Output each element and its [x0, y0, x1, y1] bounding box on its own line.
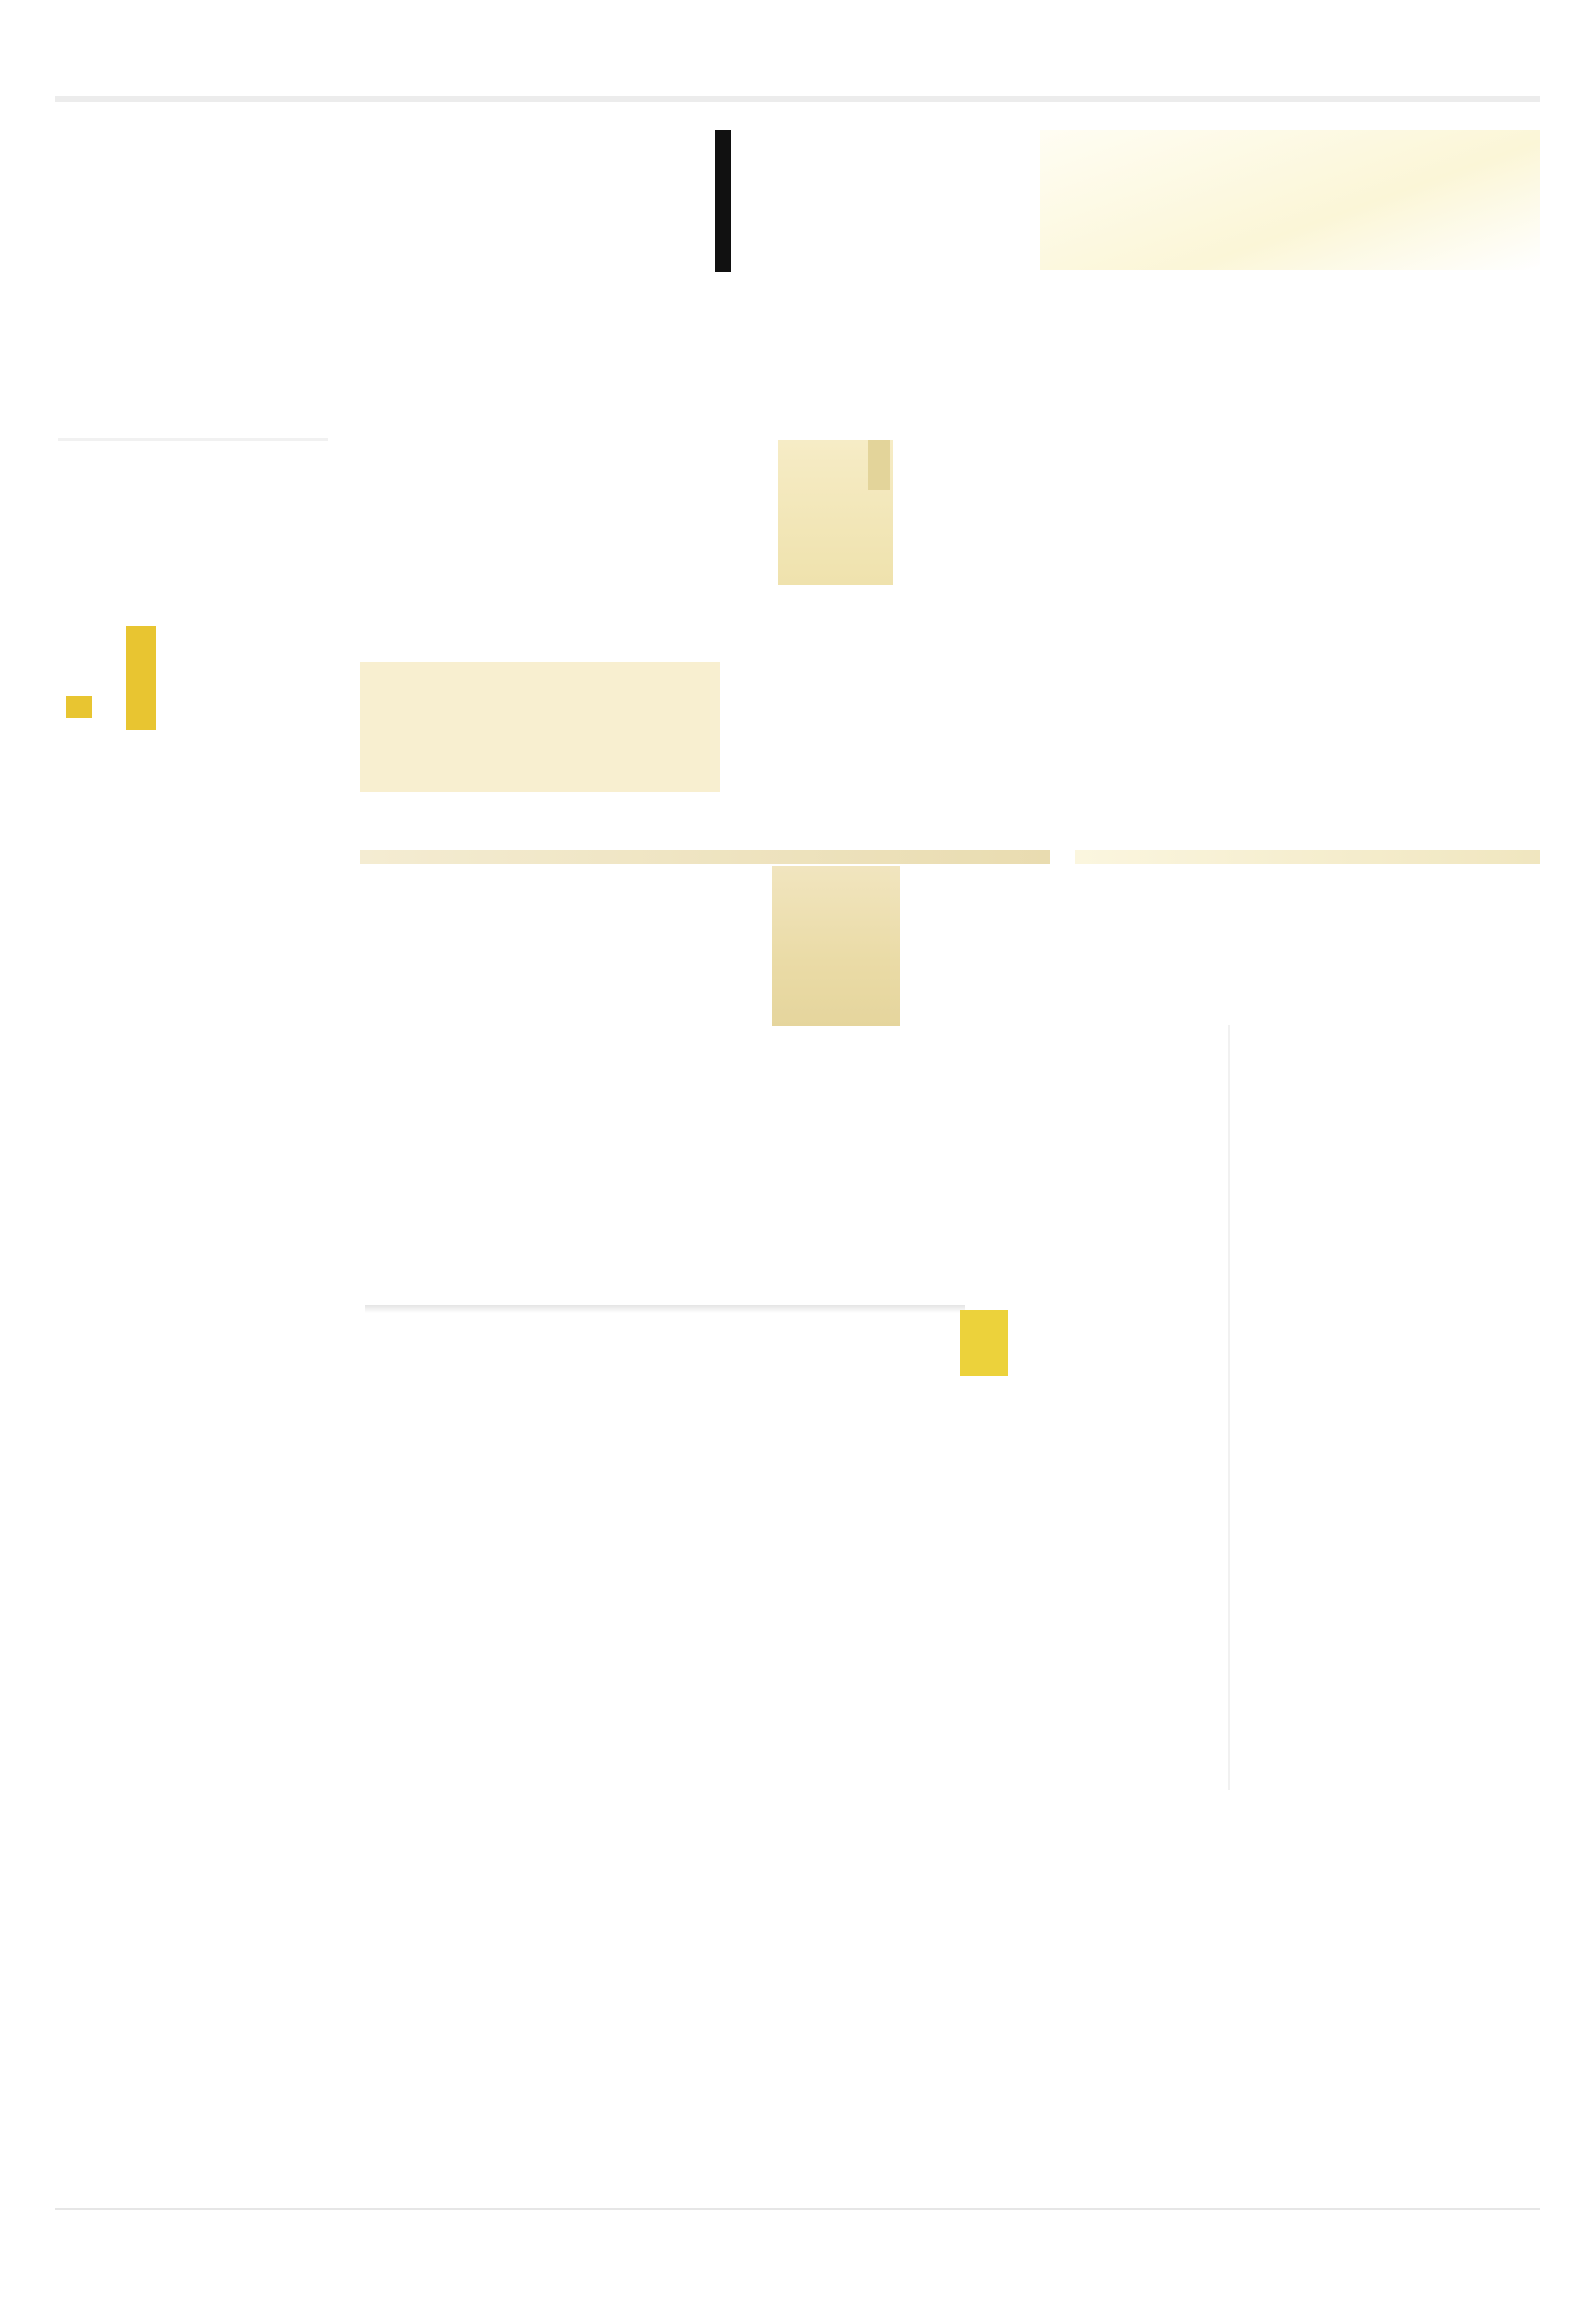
drop-cap-stroke-right: [126, 626, 156, 730]
body-column-2: [360, 1333, 630, 2168]
image-strip-right: [1075, 850, 1540, 864]
sidebar-box: [58, 438, 328, 549]
headline-divider-bar: [715, 130, 731, 272]
body-column-3: [660, 1333, 930, 2168]
caption-box: [1075, 866, 1540, 961]
body-column-1: [58, 730, 328, 2170]
headline-continuation: [760, 160, 900, 220]
photo-image: [778, 440, 893, 585]
ticket-image: [772, 866, 900, 1026]
drop-cap: [66, 626, 132, 726]
image-strip: [360, 850, 1050, 864]
top-rule: [55, 96, 1540, 102]
drop-cap-stroke-left: [66, 696, 92, 718]
intro-paragraph: [165, 620, 327, 730]
body-column-5: [1262, 1018, 1532, 2168]
accent-square: [960, 1310, 1008, 1376]
column-rule: [1228, 1025, 1230, 1790]
bottom-rule: [55, 2208, 1540, 2210]
photo-tab: [868, 440, 890, 490]
image-shadow: [365, 1305, 965, 1313]
pull-quote-panel: [360, 662, 720, 792]
header-graphic: [1040, 130, 1540, 270]
body-column-4: [960, 1808, 1220, 2168]
headline: [420, 170, 680, 250]
